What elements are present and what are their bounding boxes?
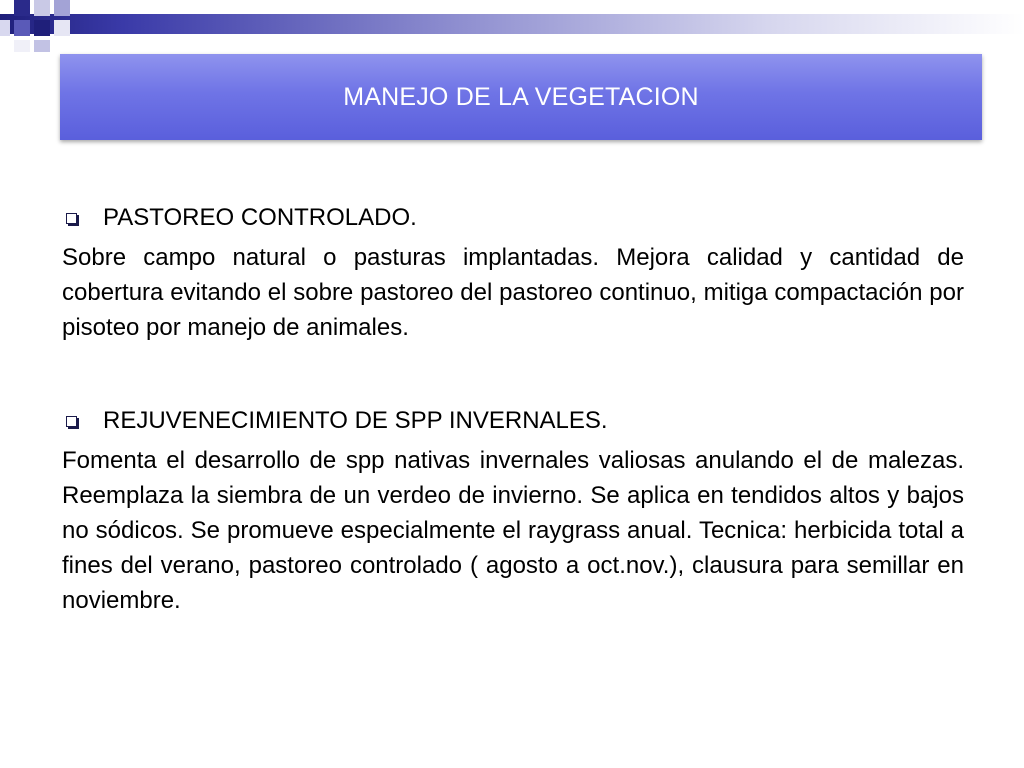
section-body-1: Sobre campo natural o pasturas implantadas. Mejora calidad y cantidad de cobertura evitando el sobre pastoreo del pastoreo continuo, mitiga compactación por pisoteo por manejo de animales. [62, 244, 964, 341]
decorative-square [34, 40, 50, 52]
section-heading-2 [64, 403, 964, 438]
section-heading-text: REJUVENECIMIENTO DE SPP INVERNALES. [103, 407, 608, 434]
decorative-square [54, 0, 70, 16]
slide-content [62, 200, 964, 618]
section-heading-1 [64, 200, 964, 235]
decorative-square [14, 0, 30, 16]
top-decorative-band [0, 14, 1024, 34]
title-banner [60, 54, 982, 140]
decorative-square [34, 20, 50, 36]
decorative-square [0, 20, 10, 36]
section-heading-text: PASTOREO CONTROLADO. [103, 204, 417, 231]
slide-title: MANEJO DE LA VEGETACION [343, 82, 699, 111]
square-bullet-icon [66, 213, 77, 224]
section-body-2: Fomenta el desarrollo de spp nativas invernales valiosas anulando el de malezas. Reemplaza la siembra de un verdeo de invierno. Se aplica en tendidos altos y bajos no sódicos. Se promueve especialmente el raygrass anual. Tecnica: herbicida total a fines del verano, pastoreo controlado ( agosto a oct.nov.), clausura para semillar en noviembre. [62, 447, 964, 614]
decorative-square [34, 0, 50, 16]
square-bullet-icon [66, 416, 77, 427]
decorative-square [54, 20, 70, 36]
decorative-square [14, 40, 30, 52]
decorative-square [14, 20, 30, 36]
